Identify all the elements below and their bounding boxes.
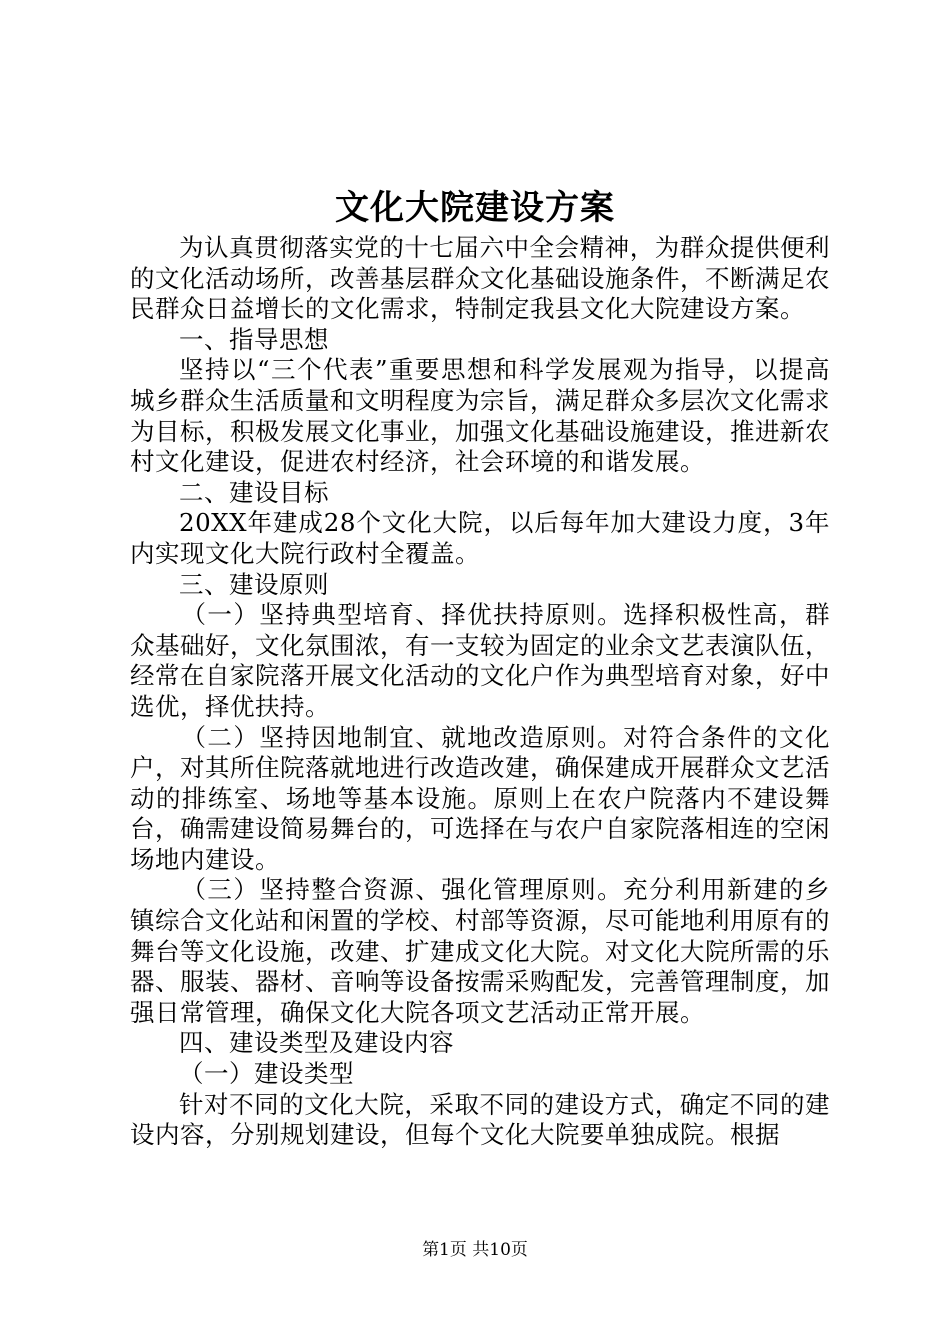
document-title: 文化大院建设方案: [335, 188, 615, 228]
intro-paragraph: 为认真贯彻落实党的十七届六中全会精神，为群众提供便利的文化活动场所，改善基层群众文化基础设施条件，不断满足农民群众日益增长的文化需求，特制定我县文化大院建设方案。: [130, 233, 830, 324]
body-paragraph: 20XX年建成28个文化大院，以后每年加大建设力度，3年内实现文化大院行政村全覆盖。: [130, 508, 830, 568]
body-paragraph: （二）坚持因地制宜、就地改造原则。对符合条件的文化户，对其所住院落就地进行改造改建，确保建成开展群众文艺活动的排练室、场地等基本设施。原则上在农户院落内不建设舞台，确需建设简易舞台的，可选择在与农户自家院落相连的空闲场地内建设。: [130, 722, 830, 874]
subsection-heading: （一）建设类型: [179, 1059, 354, 1089]
body-paragraph: （三）坚持整合资源、强化管理原则。充分利用新建的乡镇综合文化站和闲置的学校、村部等资源，尽可能地利用原有的舞台等文化设施，改建、扩建成文化大院。对文化大院所需的乐器、服装、器材、音响等设备按需采购配发，完善管理制度，加强日常管理，确保文化大院各项文艺活动正常开展。: [130, 875, 830, 1027]
body-paragraph: 坚持以“三个代表”重要思想和科学发展观为指导，以提高城乡群众生活质量和文明程度为宗旨，满足群众多层次文化需求为目标，积极发展文化事业，加强文化基础设施建设，推进新农村文化建设，促进农村经济，社会环境的和谐发展。: [130, 355, 830, 477]
page-footer: 第1页 共10页: [422, 1240, 528, 1260]
section-heading: 四、建设类型及建设内容: [179, 1028, 454, 1058]
body-paragraph: （一）坚持典型培育、择优扶持原则。选择积极性高，群众基础好，文化氛围浓，有一支较为固定的业余文艺表演队伍，经常在自家院落开展文化活动的文化户作为典型培育对象，好中选优，择优扶持。: [130, 600, 830, 721]
section-heading: 三、建设原则: [179, 569, 329, 599]
section-heading: 一、指导思想: [179, 324, 329, 354]
document-body: [130, 233, 830, 1151]
body-paragraph: 针对不同的文化大院，采取不同的建设方式，确定不同的建设内容，分别规划建设，但每个文化大院要单独成院。根据: [130, 1089, 830, 1150]
section-heading: 二、建设目标: [179, 477, 329, 507]
